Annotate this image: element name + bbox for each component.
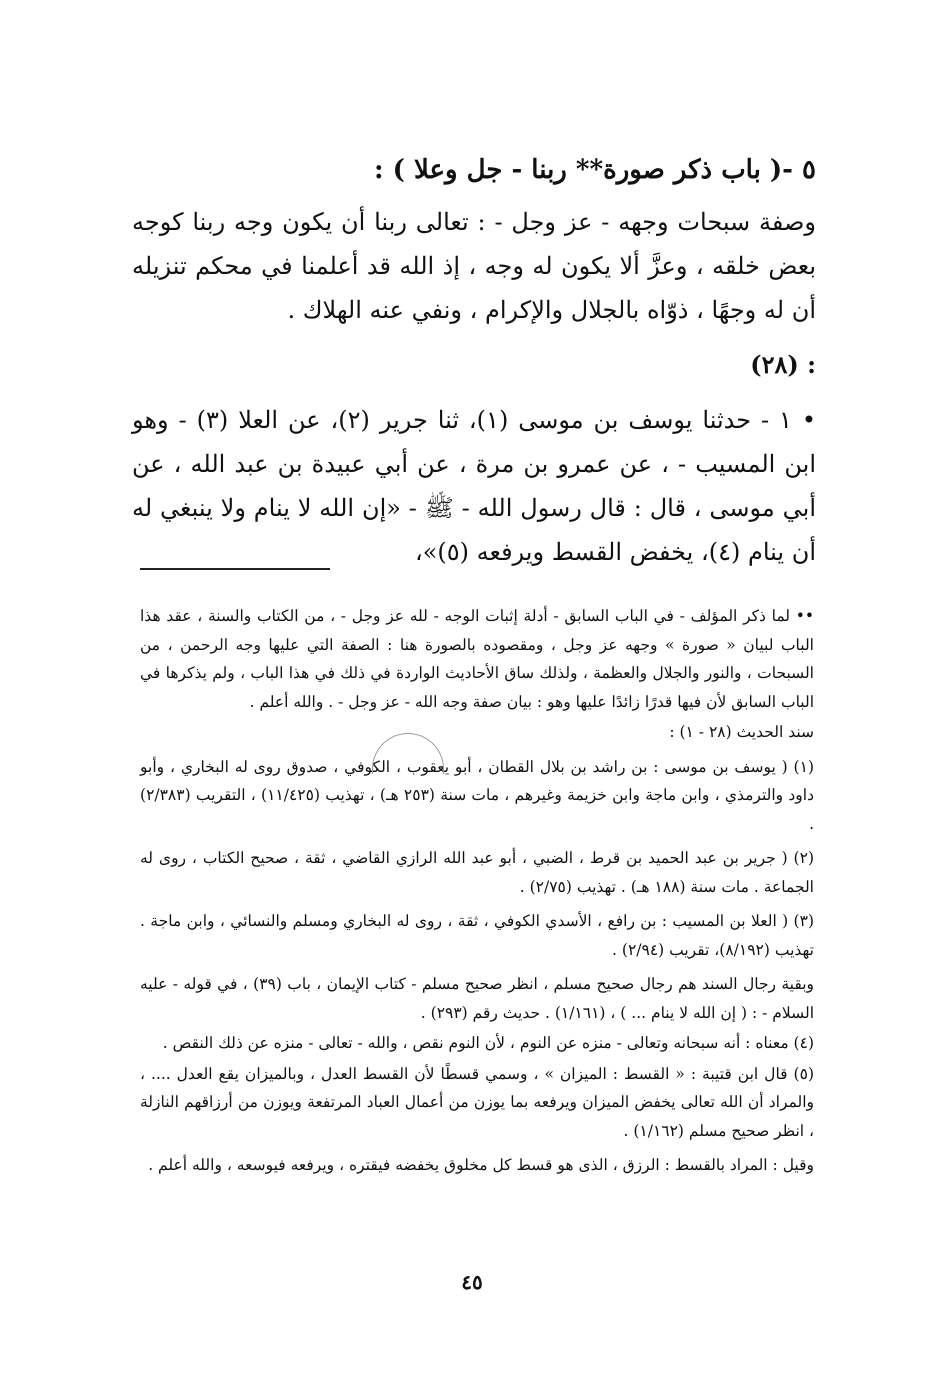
intro-paragraph: وصفة سبحات وجهه - عز وجل - : تعالى ربنا أن يكون وجه ربنا كوجه بعض خلقه ، وعزَّ ألا يكون له وجه ، إذ الله قد أعلمنا في محكم تنزيله أن له وجهًا ، ذوّاه بالجلال والإكرام ، ونفي عنه الهلاك . (132, 208, 816, 324)
footnote-chapter-note: •• لما ذكر المؤلف - في الباب السابق - أدلة إثبات الوجه - لله عز وجل - ، من الكتاب والسنة ، عقد هذا الباب لبيان « صورة » وجهه عز وجل ، ومقصوده بالصورة هنا : الصفة التي عليها وجه الرحمن ، من السبحات ، والنور والجلال والعظمة ، ولذلك ساق الأحاديث الواردة في ذلك في هذا الباب ، ولم يذكرها في الباب السابق لأن فيها قدرًا زائدًا عليها وهو : بيان صفة وجه الله - عز وجل - . والله أعلم . (140, 607, 814, 711)
footnote-1: (١) ( يوسف بن موسى : بن راشد بن بلال القطان ، أبو يعقوب ، الكوفي ، صدوق روى له البخاري ، وأبو داود والترمذي ، وابن ماجة وابن خزيمة وغيرهم ، مات سنة (٢٥٣ هـ) ، تهذيب (١١/٤٢٥) ، التقريب (٢/٣٨٣) . (140, 757, 815, 833)
chapter-heading: ٥ -( باب ذكر صورة** ربنا - جل وعلا ) : (374, 155, 816, 185)
footnote-3: (٣) ( العلا بن المسيب : بن رافع ، الأسدي الكوفي ، ثقة ، روى له البخاري ومسلم والنسائي ، وابن ماجة . تهذيب (٨/١٩٢)، تقريب (٢/٩٤) . (140, 912, 814, 959)
footnote-5-continued: وقيل : المراد بالقسط : الرزق ، الذى هو قسط كل مخلوق يخفضه فيقتره ، ويرفعه فيوسعه ، والله أعلم . (148, 1156, 814, 1174)
hadith-number: : (٢٨) (750, 350, 816, 379)
page-number: ٤٥ (461, 1270, 483, 1294)
footnotes (140, 602, 814, 1186)
hadith-text: • ١ - حدثنا يوسف بن موسى (١)، ثنا جرير (٢)، عن العلا (٣) - وهو ابن المسيب - ، عن عمرو بن مرة ، عن أبي عبيدة بن عبد الله ، عن أبي موسى ، قال : قال رسول الله - ﷺ - «إن الله لا ينام ولا ينبغي له أن ينام (٤)، يخفض القسط ويرفعه (٥)»، (132, 406, 817, 566)
footnote-rest-of-sanad: وبقية رجال السند هم رجال صحيح مسلم ، انظر صحيح مسلم - كتاب الإيمان ، باب (٣٩) ، في قوله - عليه السلام - : ( إن الله لا ينام ... ) ، (١/١٦١) . حديث رقم (٢٩٣) . (140, 975, 814, 1022)
footnote-sanad-heading: سند الحديث (٢٨ - ١) : (669, 723, 814, 741)
footnote-separator (140, 568, 330, 570)
footnote-2: (٢) ( جرير بن عبد الحميد بن قرط ، الضبي ، أبو عبد الله الرازي القاضي ، ثقة ، صحيح الكتاب ، روى له الجماعة . مات سنة (١٨٨ هـ) . تهذيب (٢/٧٥) . (140, 849, 814, 896)
footnote-5: (٥) قال ابن قتيبة : « القسط : الميزان » ، وسمي قسطًا لأن القسط العدل ، وبالميزان يقع العدل .... ، والمراد أن الله تعالى يخفض الميزان ويرفعه بما يوزن من أعمال العباد المرتفعة ويوزن من أرزاقهم النازلة ، انظر صحيح مسلم (١/١٦٢) . (140, 1064, 814, 1140)
footnote-4: (٤) معناه : أنه سبحانه وتعالى - منزه عن النوم ، لأن النوم نقص ، والله - تعالى - منزه عن ذلك النقص . (162, 1034, 814, 1052)
